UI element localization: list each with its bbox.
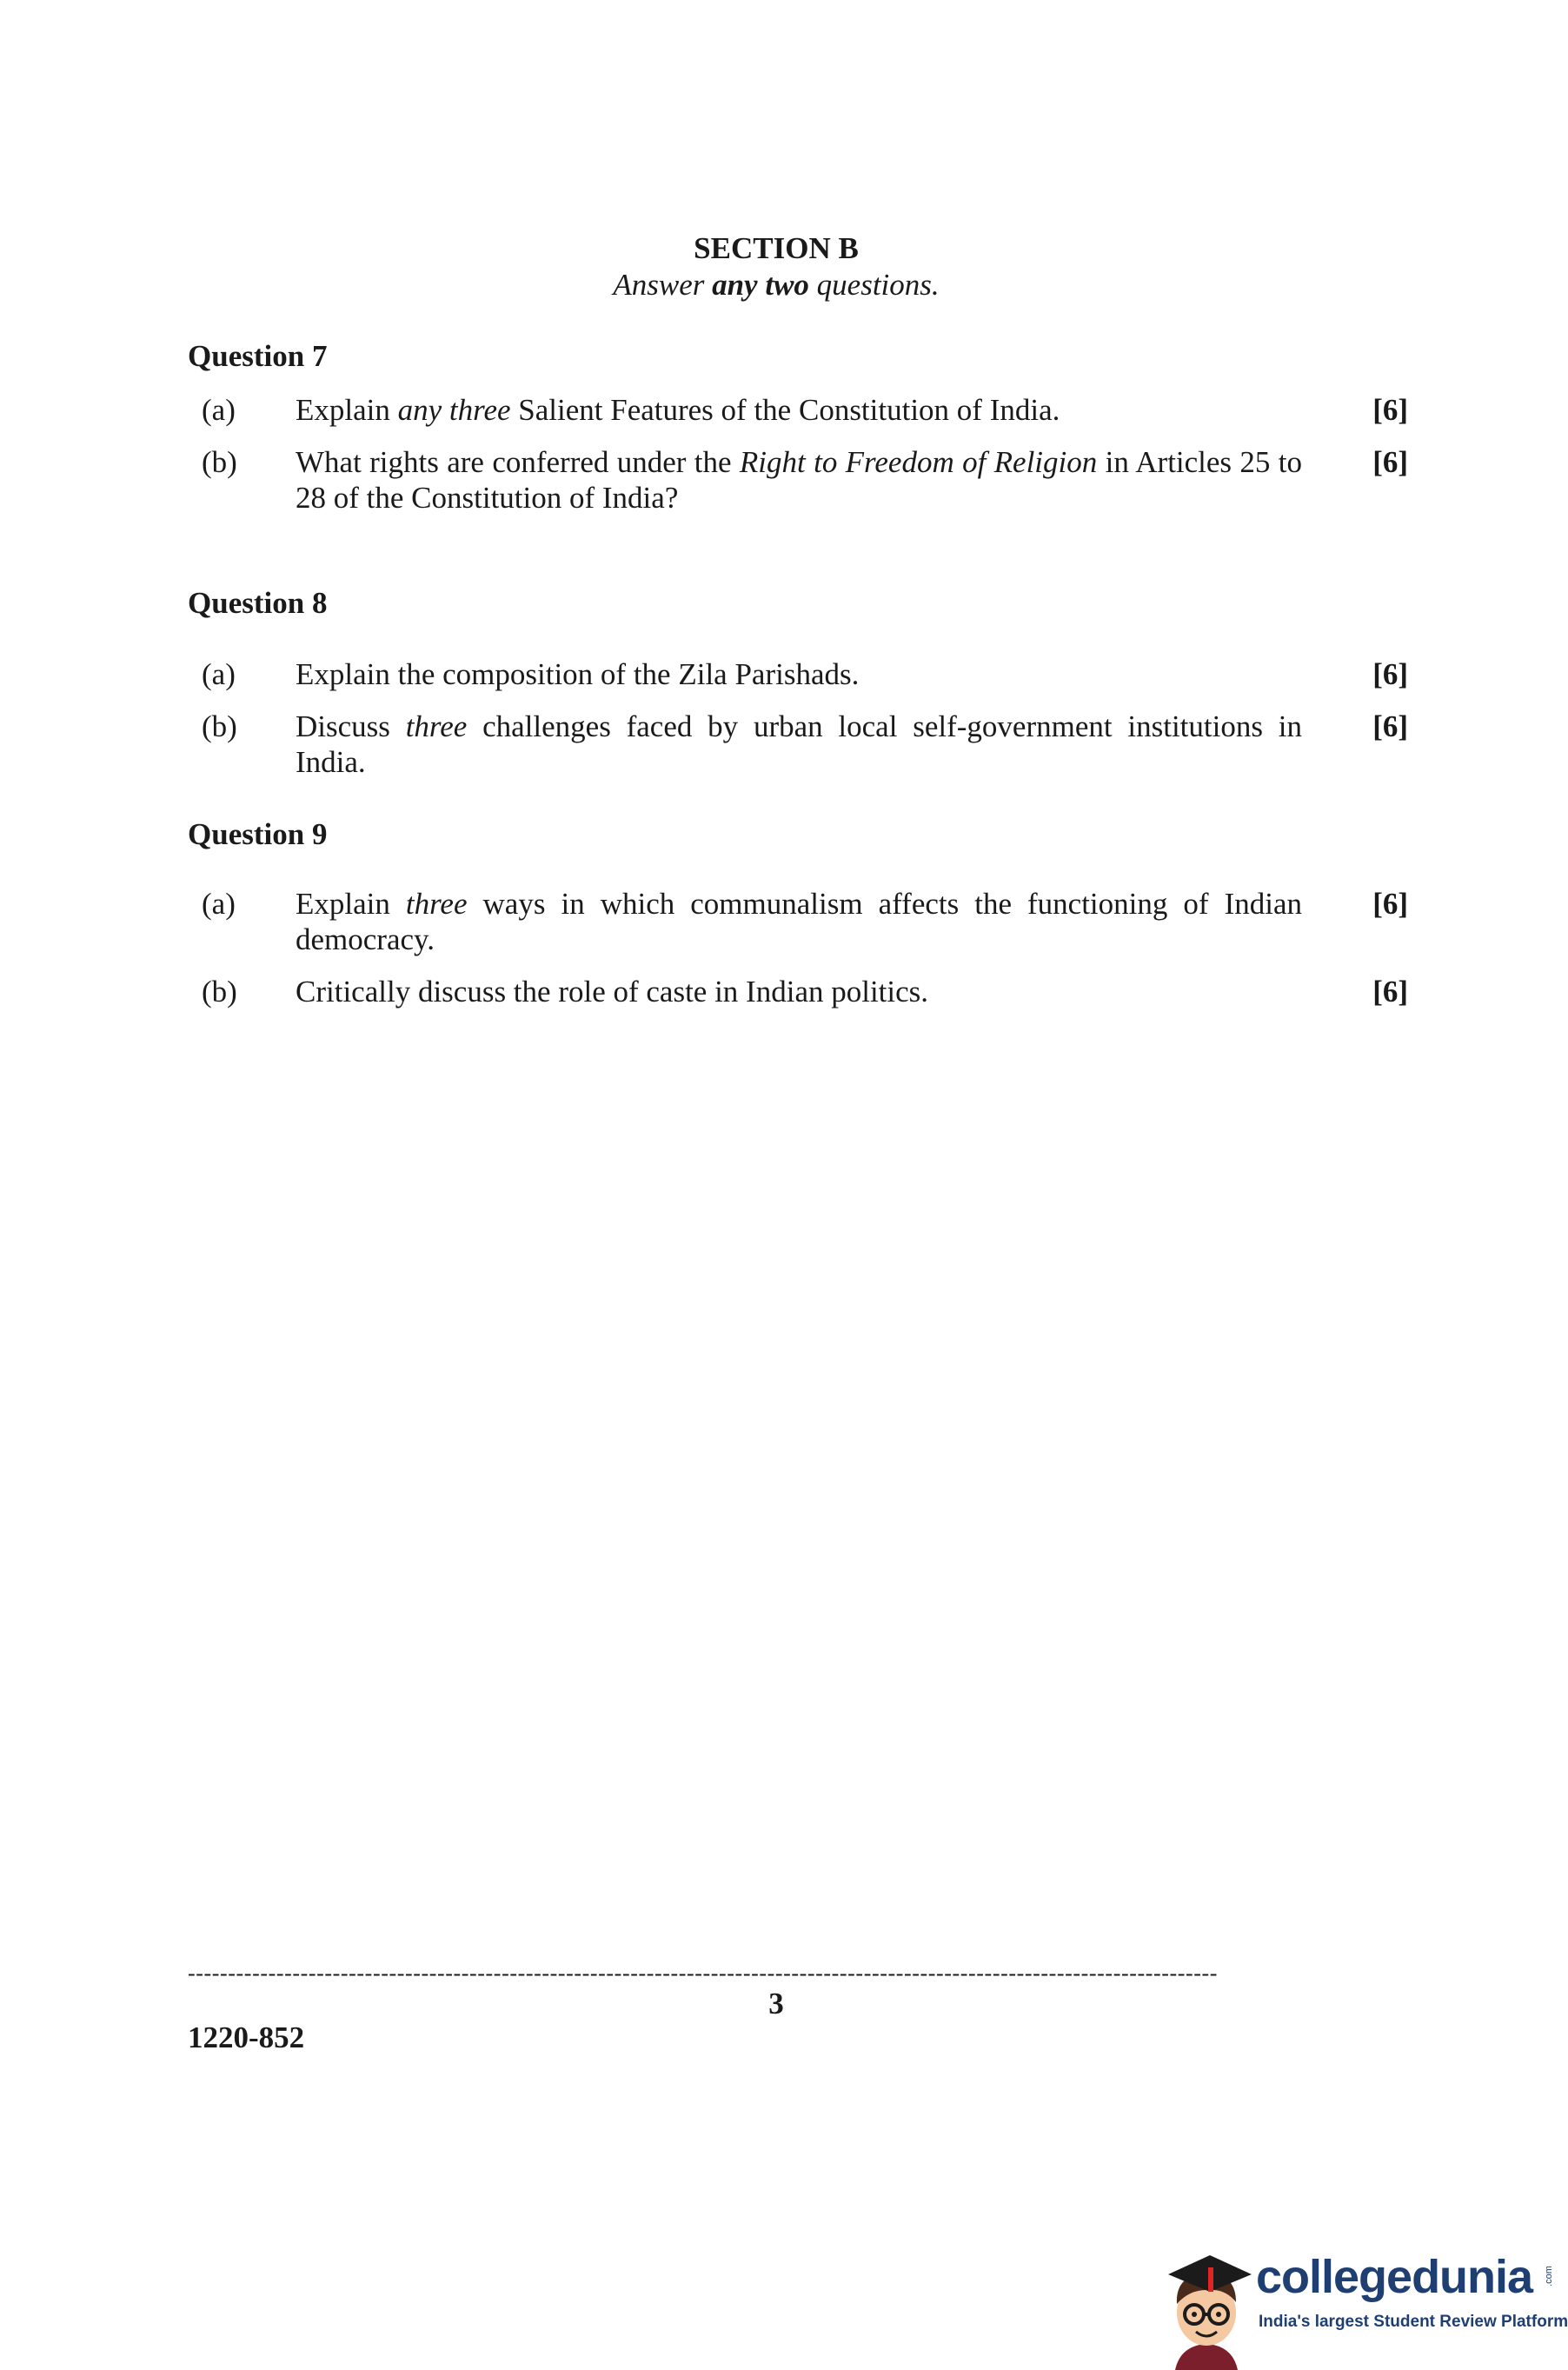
- logo-wordmark: collegedunia: [1256, 2251, 1533, 2303]
- part-text: Explain any three Salient Features of the Constitution of India.: [296, 393, 1060, 427]
- part-marks: [6]: [1372, 709, 1408, 743]
- part-label: (b): [202, 709, 237, 743]
- part-text: Discuss three challenges faced by urban local self-government institutions in India.: [296, 709, 1302, 779]
- part-label: (a): [202, 657, 236, 691]
- part-text: Explain three ways in which communalism affects the functioning of Indian democracy.: [296, 887, 1302, 956]
- section-instruction: Answer any two questions.: [613, 268, 940, 302]
- part-marks: [6]: [1372, 975, 1408, 1009]
- footer-separator: --------------------------------------------------------------------------------------------------------------------------------: [188, 1961, 1219, 1986]
- question-heading: Question 9: [188, 817, 328, 851]
- paper-code: 1220-852: [188, 2020, 305, 2054]
- section-title: SECTION B: [694, 231, 859, 265]
- part-text: Explain the composition of the Zila Parishads.: [296, 657, 860, 691]
- part-label: (a): [202, 393, 236, 427]
- part-text: What rights are conferred under the Right to Freedom of Religion in Articles 25 to 28 of the Constitution of India?: [296, 445, 1302, 515]
- part-marks: [6]: [1372, 445, 1408, 479]
- logo-suffix: .com: [1543, 2266, 1554, 2287]
- part-label: (b): [202, 975, 237, 1009]
- part-marks: [6]: [1372, 887, 1408, 921]
- part-text: Critically discuss the role of caste in Indian politics.: [296, 975, 929, 1009]
- page-number: 3: [768, 1987, 784, 2020]
- question-heading: Question 8: [188, 586, 328, 620]
- student-mascot-icon: [1156, 2241, 1260, 2370]
- question-heading: Question 7: [188, 339, 328, 373]
- part-marks: [6]: [1372, 657, 1408, 691]
- part-marks: [6]: [1372, 393, 1408, 427]
- logo-tagline: India's largest Student Review Platform: [1259, 2313, 1568, 2331]
- part-label: (a): [202, 887, 236, 921]
- part-label: (b): [202, 445, 237, 479]
- collegedunia-logo: [1156, 2241, 1568, 2370]
